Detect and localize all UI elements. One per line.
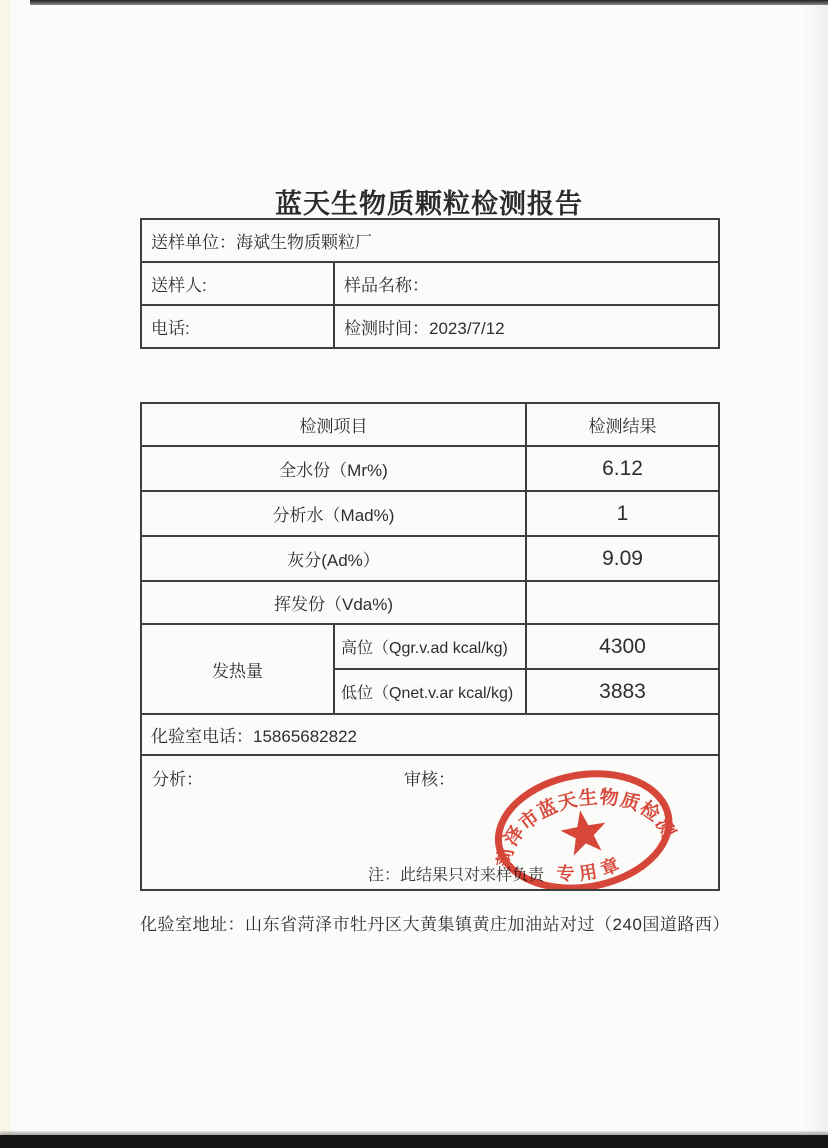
review-label: 审核： [404,770,455,789]
sample-unit-cell: 送样单位：海斌生物质颗粒厂 [141,219,719,262]
item-ash: 灰分(Ad%） [141,536,526,581]
header-test-result: 检测结果 [526,403,719,446]
scan-edge-bottom [0,1135,828,1148]
scan-edge-top [30,0,828,5]
item-volatile: 挥发份（Vda%) [141,581,526,624]
scan-edge-left [0,0,11,1148]
stamp-bottom-text: 专用章 [555,852,628,885]
item-analysis-moisture: 分析水（Mad%) [141,491,526,536]
stamp-star-icon [558,806,610,857]
value-analysis-moisture: 1 [526,491,719,536]
sampler-cell: 送样人: [141,262,334,305]
sample-name-cell: 样品名称： [334,262,719,305]
calorific-low-value: 3883 [526,669,719,714]
report-title: 蓝天生物质颗粒检测报告 [275,189,583,219]
results-table [140,402,720,891]
sample-info-table [140,218,720,349]
calorific-high-value: 4300 [526,624,719,669]
lab-address: 化验室地址：山东省菏泽市牡丹区大黄集镇黄庄加油站对过（240国道路西） [140,915,730,934]
company-stamp [467,755,700,890]
header-test-item: 检测项目 [141,403,526,446]
disclaimer-note: 注：此结果只对来样负责 [368,867,545,884]
signature-cell [141,755,719,890]
analysis-label: 分析： [152,770,203,789]
value-ash: 9.09 [526,536,719,581]
calorific-high-label: 高位（Qgr.v.ad kcal/kg) [334,624,526,669]
lab-phone-cell: 化验室电话：15865682822 [141,714,719,755]
value-volatile [526,581,719,624]
calorific-label-cell: 发热量 [141,624,334,714]
stamp-arc-text: 菏泽市蓝天生物质检测 [494,787,680,869]
calorific-low-label: 低位（Qnet.v.ar kcal/kg) [334,669,526,714]
phone-cell: 电话: [141,305,334,348]
item-total-moisture: 全水份（Mr%) [141,446,526,491]
test-time-cell: 检测时间：2023/7/12 [334,305,719,348]
value-total-moisture: 6.12 [526,446,719,491]
scan-edge-right [802,0,828,1148]
